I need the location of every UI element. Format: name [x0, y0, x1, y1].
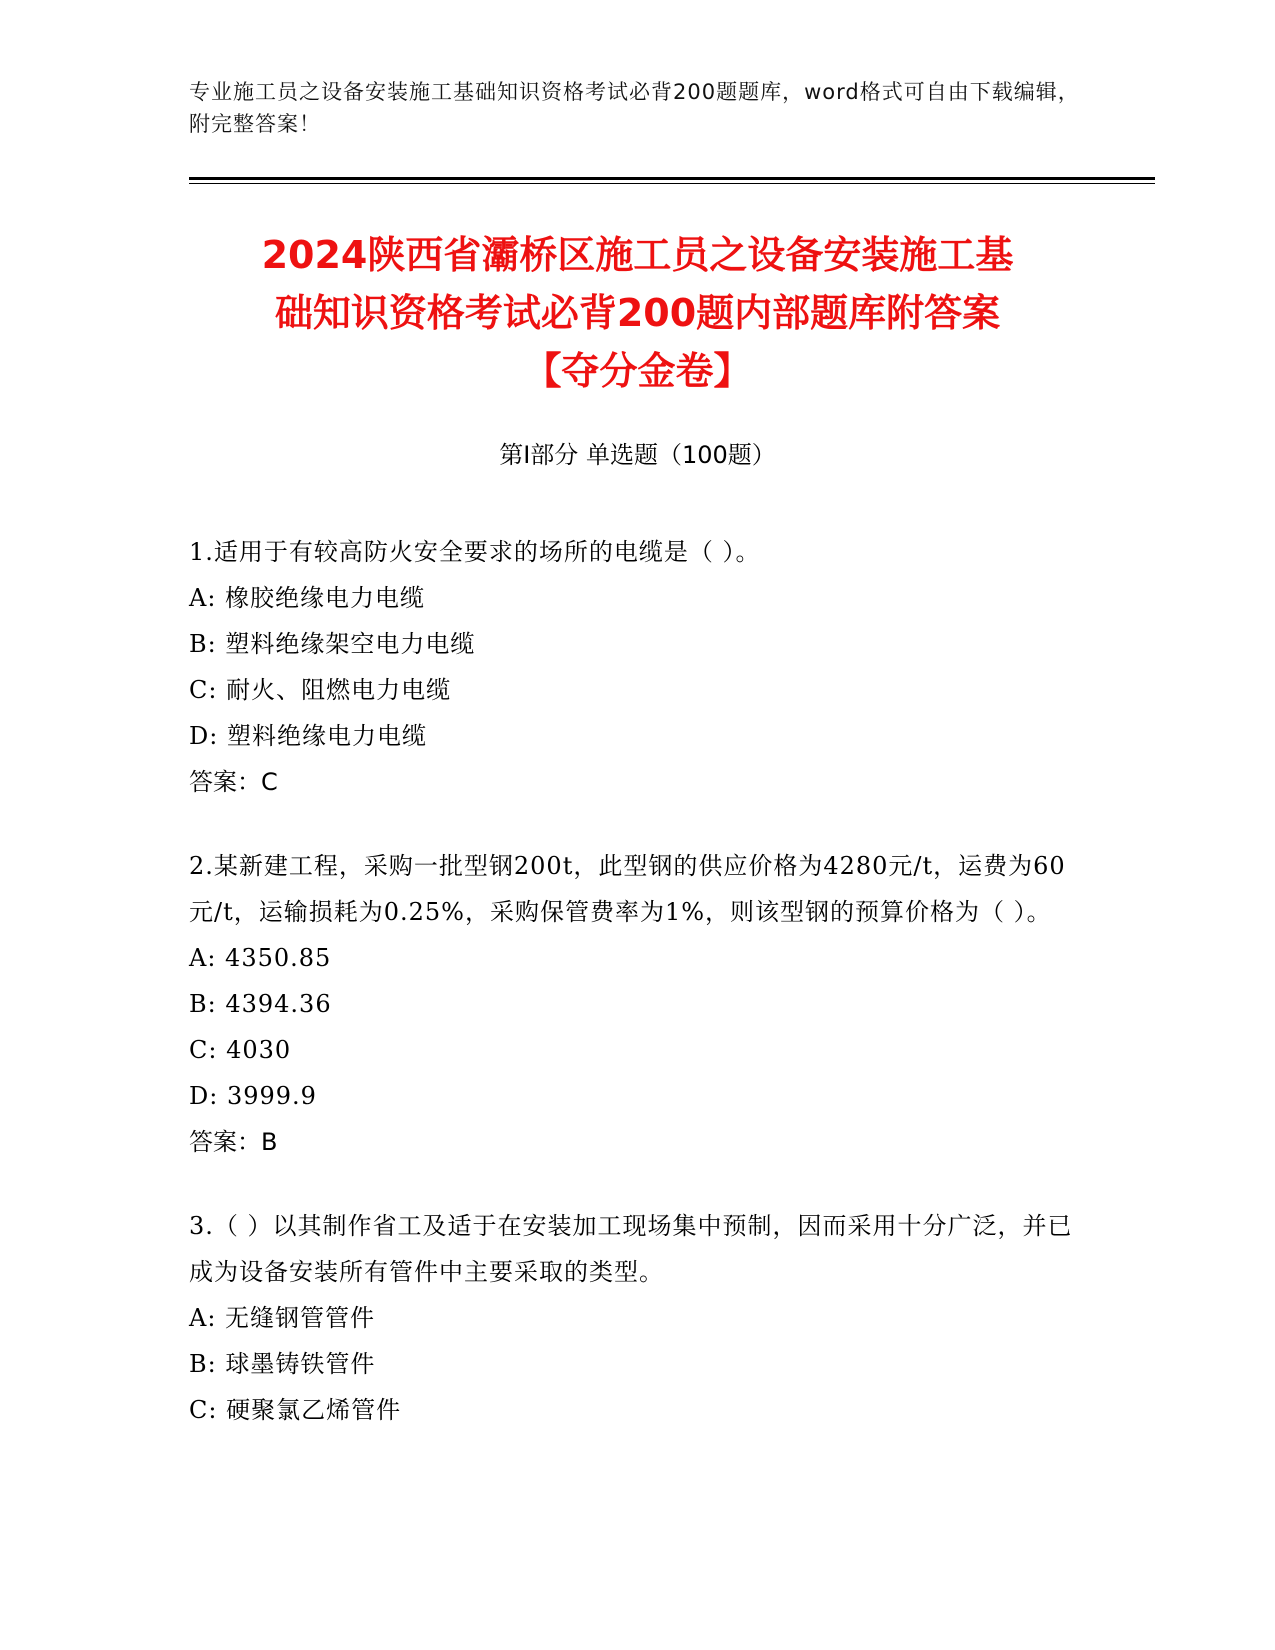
- option-c: C: 硬聚氯乙烯管件: [189, 1396, 402, 1424]
- option-a: A: 4350.85: [189, 944, 332, 972]
- option-d: D: 塑料绝缘电力电缆: [189, 722, 427, 750]
- section-title: 第Ⅰ部分 单选题（100题）: [499, 441, 776, 469]
- option-d: D: 3999.9: [189, 1082, 317, 1110]
- option-c: C: 耐火、阻燃电力电缆: [189, 676, 452, 704]
- question-stem: 2.某新建工程，采购一批型钢200t，此型钢的供应价格为4280元/t，运费为60元/t，运输损耗为0.25%，采购保管费率为1%，则该型钢的预算价格为（ ）。: [189, 852, 1066, 926]
- header-rule-thick: [189, 177, 1155, 180]
- answer: 答案：C: [189, 768, 278, 796]
- question-1: [189, 529, 1094, 805]
- question-stem: 1.适用于有较高防火安全要求的场所的电缆是（ ）。: [189, 538, 761, 566]
- option-b: B: 球墨铸铁管件: [189, 1350, 376, 1378]
- question-stem: 3.（ ）以其制作省工及适于在安装加工现场集中预制，因而采用十分广泛，并已成为设备安装所有管件中主要采取的类型。: [189, 1212, 1073, 1286]
- answer: 答案：B: [189, 1128, 278, 1156]
- header-rule-thin: [189, 183, 1155, 184]
- option-b: B: 4394.36: [189, 990, 332, 1018]
- question-3: [189, 1203, 1094, 1433]
- option-a: A: 橡胶绝缘电力电缆: [189, 584, 426, 612]
- question-list: [189, 529, 1094, 1471]
- option-a: A: 无缝钢管管件: [189, 1304, 376, 1332]
- document-title: [150, 226, 1125, 400]
- option-b: B: 塑料绝缘架空电力电缆: [189, 630, 476, 658]
- title-line-2: 础知识资格考试必背200题内部题库附答案: [274, 291, 1001, 335]
- title-line-3: 【夺分金卷】: [523, 349, 752, 393]
- title-line-1: 2024陕西省灞桥区施工员之设备安装施工基: [261, 233, 1014, 277]
- option-c: C: 4030: [189, 1036, 292, 1064]
- question-2: [189, 843, 1094, 1165]
- header-note: 专业施工员之设备安装施工基础知识资格考试必背200题题库，word格式可自由下载编辑，附完整答案！: [189, 80, 1080, 136]
